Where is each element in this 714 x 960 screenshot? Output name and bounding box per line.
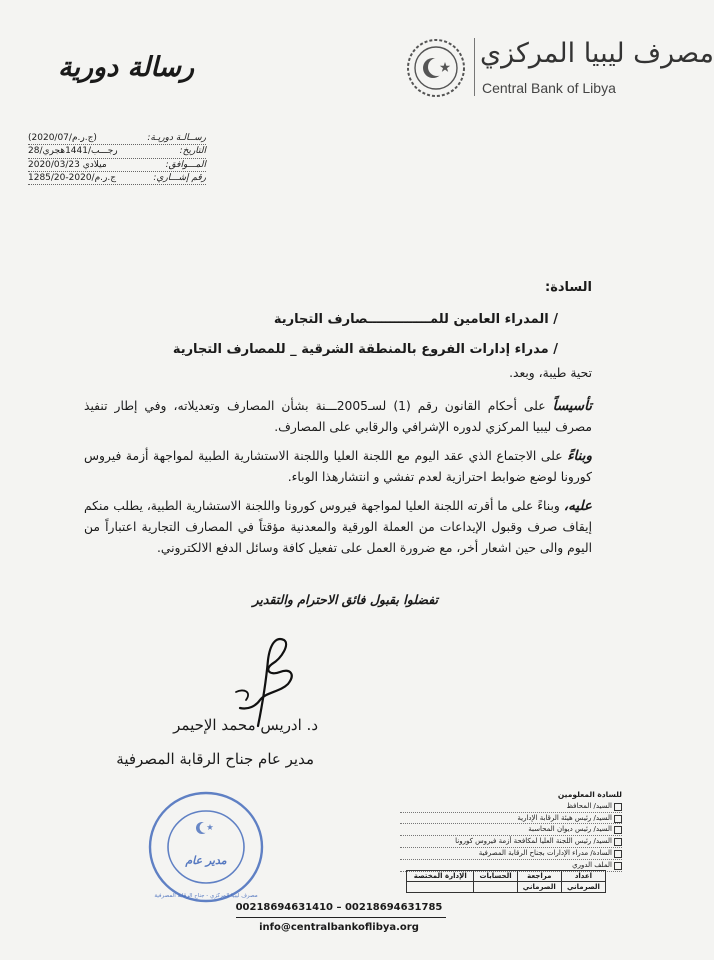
checkbox-icon — [614, 850, 622, 858]
approval-header-cell: الإدارة المختصة — [407, 871, 474, 882]
reference-row-circular — [28, 132, 206, 145]
logo-divider — [474, 38, 475, 96]
greeting: تحية طيبة، وبعد. — [509, 366, 592, 380]
reference-row-hijri-date — [28, 145, 206, 158]
document-type-title: رسالة دورية — [58, 52, 195, 83]
reference-block — [28, 132, 206, 185]
paragraph-keyword: عليه، — [563, 498, 592, 514]
distribution-recipient: السادة/ مدراء الإدارات بجناح الرقابة المصرفية — [478, 848, 612, 857]
paragraph-text: وبناءً على ما أقرته اللجنة العليا لمواجهة فيروس كورونا واللجنة الاستشارية الطبية، يطلب منكم إيقاف صرف وقبول الإيداعات من العملة الورقية والمعدنية مؤقتاً في المصارف التجارية اعتباراً من اليوم والى حين اشعار أخر، مع ضرورة العمل على تفعيل كافة وسائل الدفع الالكتروني. — [84, 499, 592, 555]
distribution-row — [400, 848, 622, 860]
reference-label: رســالـة دوريـة: — [147, 133, 206, 143]
signatory-name: د. ادريس محمد الإحيمر — [173, 716, 318, 734]
checkbox-icon — [614, 815, 622, 823]
approval-header-row — [407, 871, 606, 882]
reference-value: (ج.ر.م/2020/07) — [28, 133, 97, 143]
approval-value-cell — [407, 882, 474, 893]
checkbox-icon — [614, 838, 622, 846]
closing-line: تفضلوا بقبول فائق الاحترام والتقدير — [252, 592, 438, 607]
bank-emblem-icon — [404, 36, 468, 100]
distribution-row — [400, 836, 622, 848]
salutation: السادة: — [545, 280, 592, 295]
reference-value: 2020/03/23 ميلادي — [28, 159, 107, 170]
paragraph-decision — [84, 496, 592, 559]
distribution-recipient: الملف الدوري — [572, 860, 612, 869]
stamp-ring-text: مصرف ليبيا المركزي - جناح الرقابة المصرفية — [154, 893, 258, 899]
distribution-row — [400, 824, 622, 836]
approval-table — [406, 870, 606, 893]
recipient-general-managers: / المدراء العامين للمــــــــــــــصارف التجارية — [273, 312, 558, 327]
approval-header-cell: مراجعة — [517, 871, 561, 882]
approval-header-cell: الحسابات — [474, 871, 517, 882]
recipient-branch-managers: / مدراء إدارات الفروع بالمنطقة الشرقية _ للمصارف التجارية — [172, 342, 558, 357]
paragraph-text: على الاجتماع الذي عقد اليوم مع اللجنة العليا واللجنة الاستشارية الطبية لمواجهة أزمة فيروس كورونا لوضع ضوابط احترازية لعدم تفشي و انتشارهذا الوباء. — [84, 449, 592, 484]
reference-row-gregorian-date — [28, 159, 206, 172]
approval-header-cell: اعداد — [561, 871, 605, 882]
reference-label: رقم إشـــاري: — [153, 172, 206, 183]
approval-value-row — [407, 882, 606, 893]
paragraph-text: على أحكام القانون رقم (1) لسـ2005ـــنة بشأن المصارف وتعديلاته، وفي إطار تنفيذ مصرف ليبيا المركزي لدوره الإشرافي والرقابي على المصارف. — [84, 399, 592, 434]
handwritten-signature-icon — [210, 630, 320, 730]
bank-name-english: Central Bank of Libya — [482, 80, 616, 96]
reference-label: المـــوافق: — [165, 159, 206, 170]
bank-logo — [404, 34, 714, 108]
distribution-recipient: السيد/ رئيس هيئة الرقابة الإدارية — [517, 813, 612, 822]
official-stamp-icon — [146, 788, 266, 906]
distribution-list — [400, 790, 622, 872]
signatory-title: مدير عام جناح الرقابة المصرفية — [116, 750, 314, 768]
distribution-recipient: السيد/ رئيس ديوان المحاسبة — [528, 825, 612, 834]
paragraph-meeting — [84, 446, 592, 488]
distribution-recipient: السيد/ رئيس اللجنة العليا لمكافحة أزمة فيروس كورونا — [455, 837, 612, 846]
paragraph-keyword: تأسيساً — [552, 398, 592, 414]
checkbox-icon — [614, 862, 622, 870]
reference-row-index-number — [28, 172, 206, 185]
distribution-row — [400, 801, 622, 813]
reference-label: التاريخ: — [179, 146, 206, 157]
paragraph-legal-basis — [84, 396, 592, 438]
footer-email: info@centralbankoflibya.org — [259, 922, 419, 933]
checkbox-icon — [614, 803, 622, 811]
reference-value: ج.ر.م/2020-1285/20 — [28, 172, 117, 183]
checkbox-icon — [614, 826, 622, 834]
reference-value: 28/رجـــب/1441هجري — [28, 146, 118, 157]
approval-value-cell: الصرماني — [517, 882, 561, 893]
footer-phone-numbers: 00218694631410 – 00218694631785 — [235, 902, 443, 913]
distribution-row — [400, 813, 622, 825]
distribution-recipient: السيد/ المحافظ — [566, 801, 612, 810]
approval-value-cell — [474, 882, 517, 893]
distribution-heading: للسادة المعلومين — [557, 790, 622, 799]
footer-divider — [236, 917, 446, 918]
approval-value-cell: الصرماني — [561, 882, 605, 893]
bank-name-arabic: مصرف ليبيا المركزي — [480, 38, 714, 69]
paragraph-keyword: وبناءً — [567, 448, 592, 464]
stamp-center-text: مدير عام — [185, 854, 227, 867]
